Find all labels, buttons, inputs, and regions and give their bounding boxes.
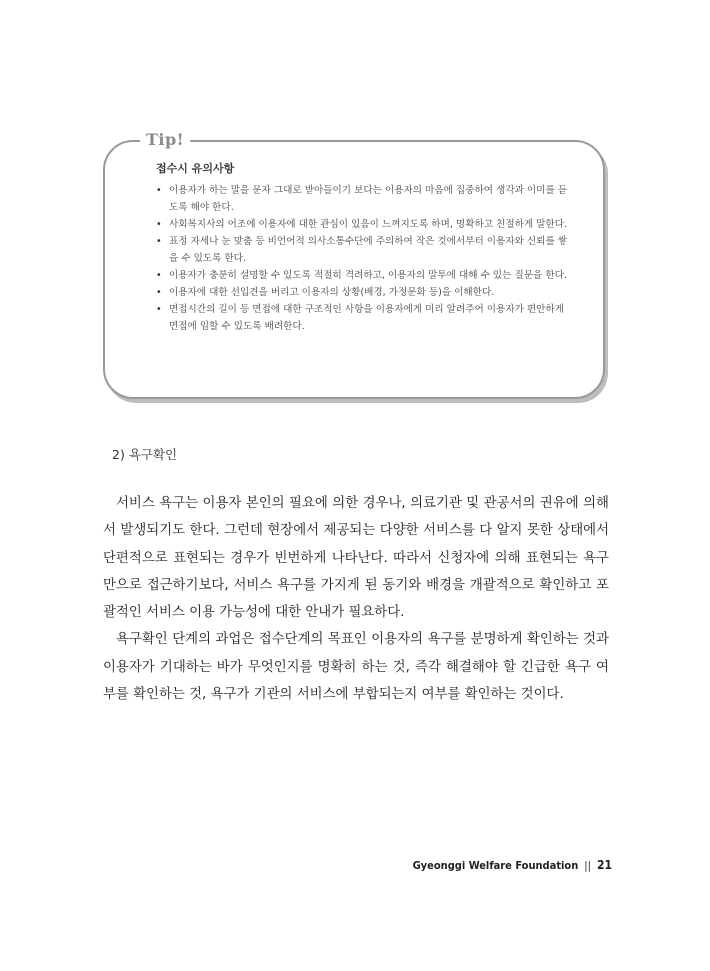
tip-item: • 이용자에 대한 선입견을 버리고 이용자의 상황(배경, 가정문화 등)을 이해한다. xyxy=(156,284,576,301)
page-footer xyxy=(413,858,612,872)
tip-item: • 사회복지사의 어조에 이용자에 대한 관심이 있음이 느껴지도록 하며, 명확하고 친절하게 말한다. xyxy=(156,216,576,233)
footer-organization: Gyeonggi Welfare Foundation xyxy=(412,859,579,872)
paragraph: 서비스 욕구는 이용자 본인의 필요에 의한 경우나, 의료기관 및 관공서의 권유에 의해서 발생되기도 한다. 그런데 현장에서 제공되는 다양한 서비스를 다 알지 못한 상태에서 단편적으로 표현되는 경우가 빈번하게 나타난다. 따라서 신청자에 의해 표현되는 욕구만으로 접근하기보다, 서비스 욕구를 가지게 된 동기와 배경을 개괄적으로 확인하고 포괄적인 서비스 이용 가능성에 대한 안내가 필요하다. xyxy=(103,496,609,621)
tip-label: Tip! xyxy=(140,130,190,149)
section-heading: 2) 욕구확인 xyxy=(112,447,178,462)
tip-title: 접수시 유의사항 xyxy=(156,162,235,175)
body-text xyxy=(103,490,609,708)
footer-separator: || xyxy=(584,859,591,872)
paragraph: 욕구확인 단계의 과업은 접수단계의 목표인 이용자의 욕구를 분명하게 확인하는 것과 이용자가 기대하는 바가 무엇인지를 명확히 하는 것, 즉각 해결해야 할 긴급한 욕구 여부를 확인하는 것, 욕구가 기관의 서비스에 부합되는지 여부를 확인하는 것이다. xyxy=(103,632,609,703)
page-number: 21 xyxy=(596,858,612,872)
tip-item: • 이용자가 하는 말을 문자 그대로 받아들이기 보다는 이용자의 마음에 집중하여 생각과 이미를 듣도록 해야 한다. xyxy=(156,182,576,216)
tip-list xyxy=(156,182,576,335)
tip-item: • 표정 자세나 눈 맞춤 등 비언어적 의사소통수단에 주의하여 작은 것에서부터 이용자와 신뢰를 쌓을 수 있도록 한다. xyxy=(156,233,576,267)
tip-item: • 이용자가 충분히 설명할 수 있도록 적절히 격려하고, 이용자의 말투에 대해 수 있는 질문을 한다. xyxy=(156,267,576,284)
tip-item: • 면접시간의 길이 등 면접에 대한 구조적인 사항을 이용자에게 미리 알려주어 이용자가 편안하게 면접에 임할 수 있도록 배려한다. xyxy=(156,301,576,335)
